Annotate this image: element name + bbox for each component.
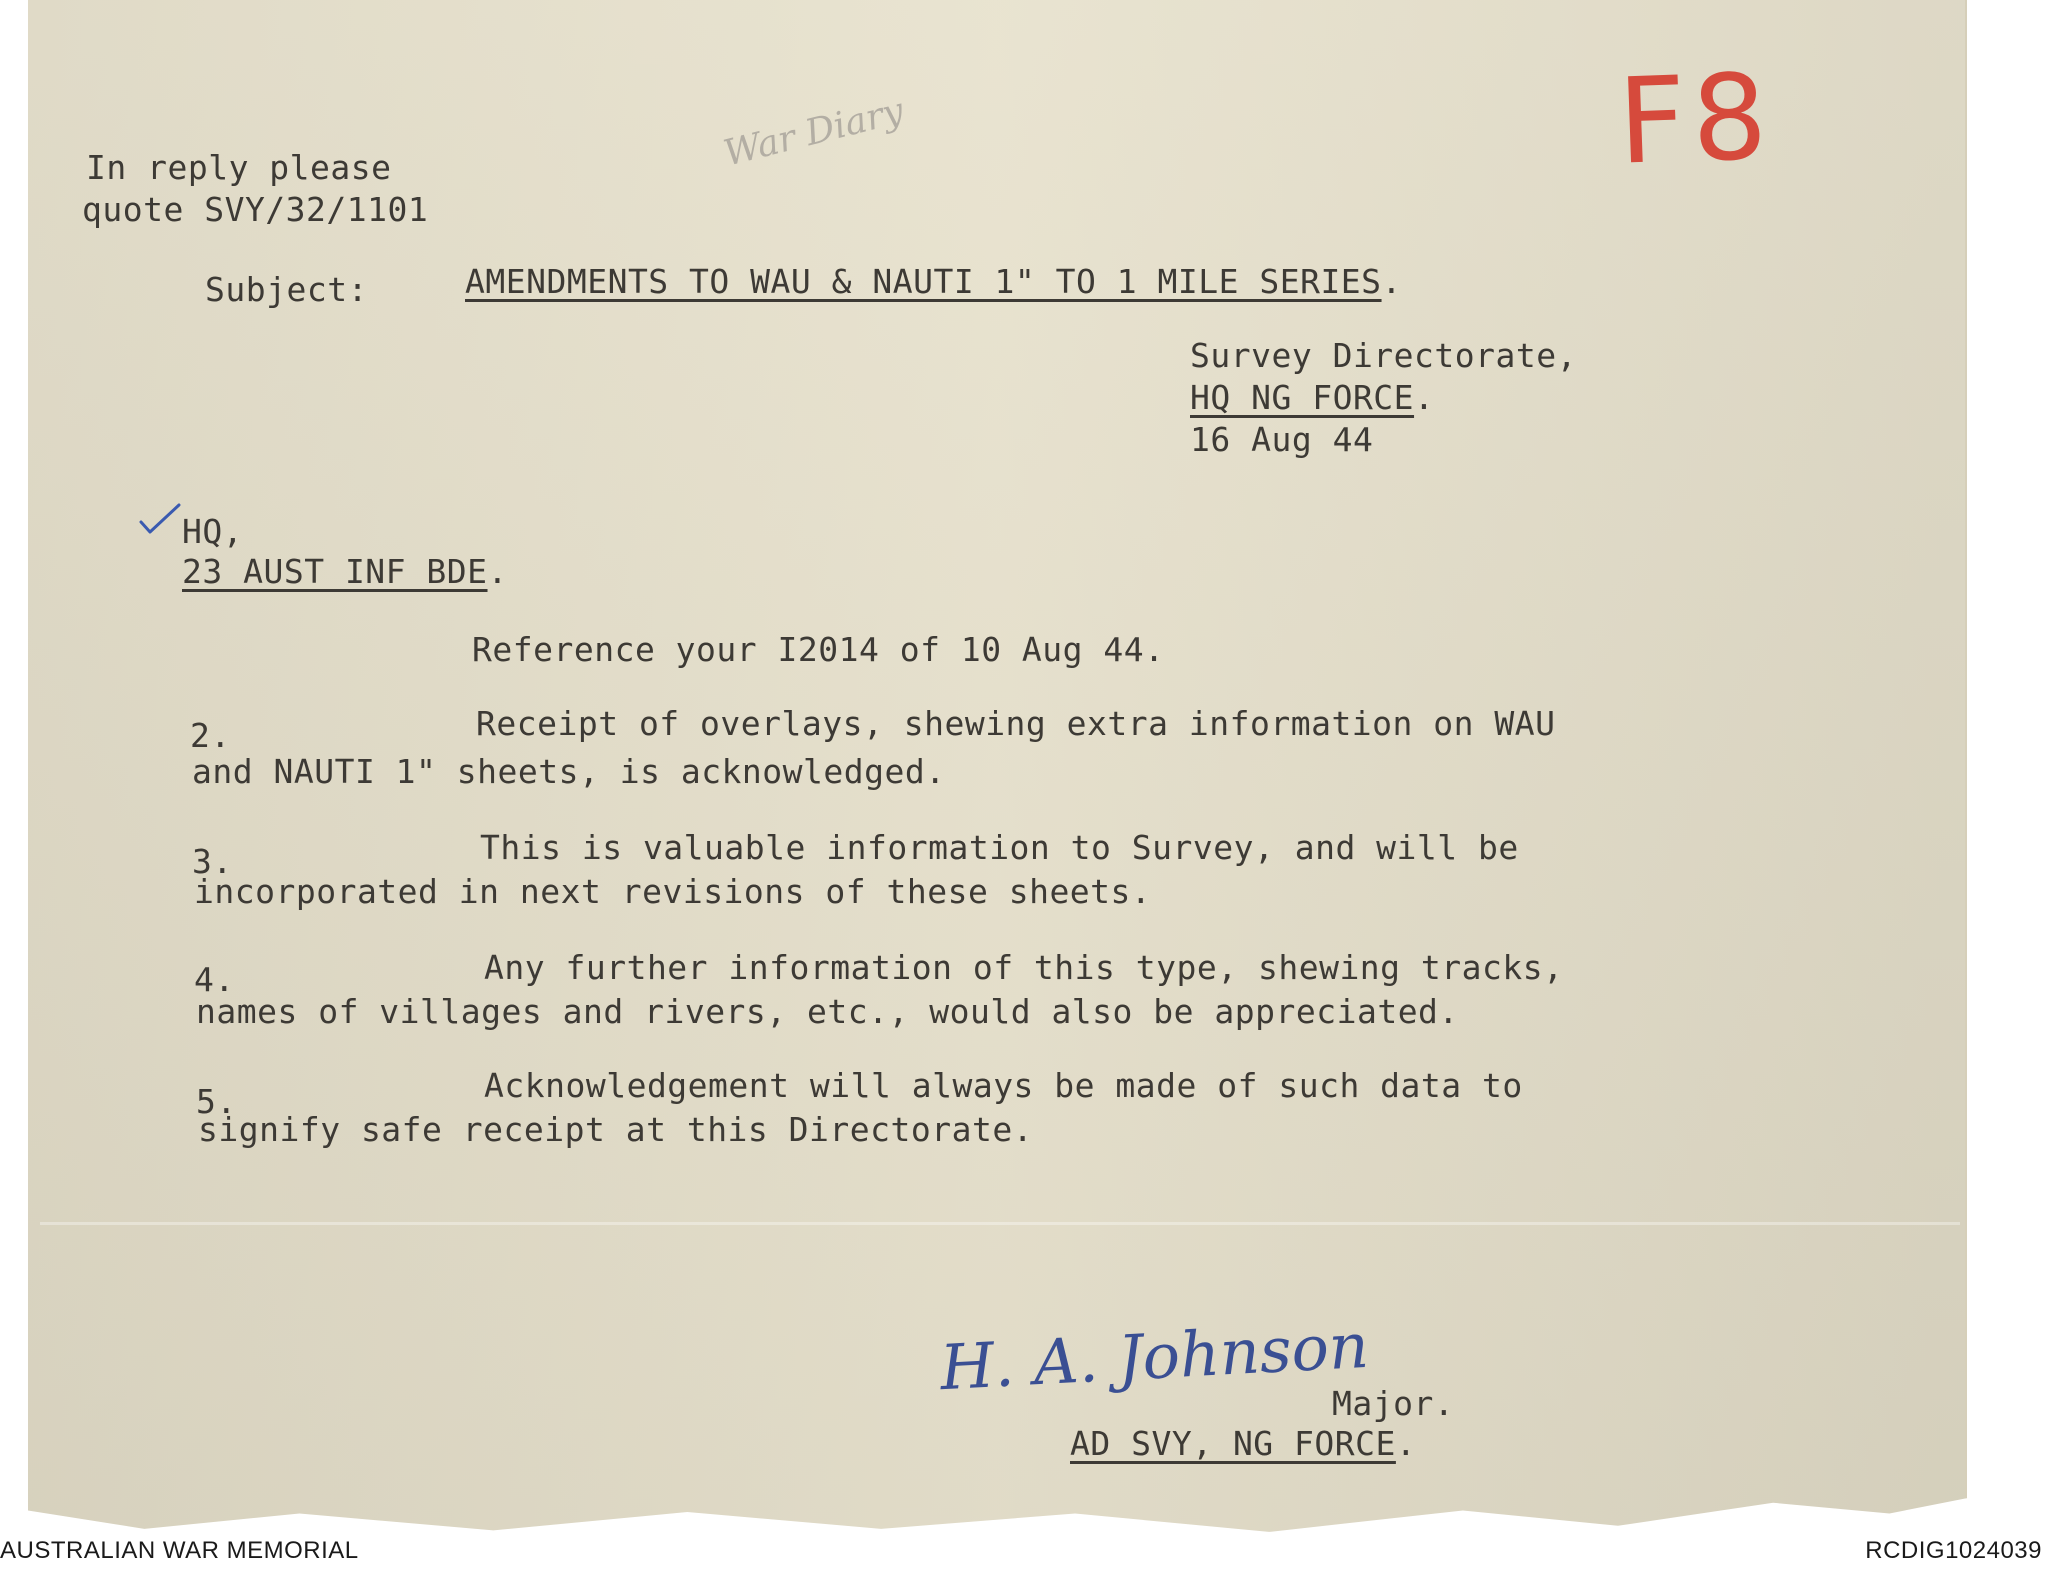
reply-reference-line1: In reply please [86, 148, 392, 187]
paragraph-5-line1: Acknowledgement will always be made of such data to [484, 1066, 1523, 1105]
paragraph-3-line2: incorporated in next revisions of these sheets. [194, 872, 1152, 911]
signatory-rank: Major. [1332, 1384, 1455, 1423]
paragraph-4-number: 4. [194, 960, 235, 999]
paragraph-3-line1: This is valuable information to Survey, and will be [480, 828, 1519, 867]
subject-text: AMENDMENTS TO WAU & NAUTI 1" TO 1 MILE SERIES [465, 262, 1382, 301]
addressee-line2 [182, 552, 508, 591]
subject-line [465, 262, 1402, 301]
addressee-unit: 23 AUST INF BDE [182, 552, 488, 591]
letter-date: 16 Aug 44 [1190, 420, 1374, 459]
paragraph-2-line2: and NAUTI 1" sheets, is acknowledged. [192, 752, 946, 791]
sender-line2 [1190, 378, 1434, 417]
check-tick-icon [138, 502, 182, 536]
paragraph-4-line2: names of villages and rivers, etc., would also be appreciated. [196, 992, 1459, 1031]
paragraph-3-number: 3. [192, 842, 233, 881]
sender-unit: HQ NG FORCE [1190, 378, 1415, 417]
reply-reference-line2: quote SVY/32/1101 [82, 190, 429, 229]
signatory-position [1070, 1424, 1416, 1463]
addressee-unit-end: . [487, 552, 508, 591]
red-folio-mark: F8 [1615, 47, 1776, 191]
signatory-unit: AD SVY, NG FORCE [1070, 1424, 1396, 1463]
paragraph-2-line1: Receipt of overlays, shewing extra information on WAU [476, 704, 1556, 743]
subject-label: Subject: [205, 270, 368, 309]
paragraph-4-line1: Any further information of this type, shewing tracks, [484, 948, 1564, 987]
paragraph-2-number: 2. [190, 716, 231, 755]
paragraph-1: Reference your I2014 of 10 Aug 44. [472, 630, 1165, 669]
subject-end: . [1381, 262, 1402, 301]
pencil-annotation: War Diary [719, 90, 908, 175]
footer-institution: AUSTRALIAN WAR MEMORIAL [0, 1537, 359, 1564]
sender-line1: Survey Directorate, [1190, 336, 1577, 375]
addressee-line1: HQ, [182, 512, 244, 551]
paragraph-5-line2: signify safe receipt at this Directorate. [198, 1110, 1034, 1149]
sender-unit-end: . [1414, 378, 1435, 417]
paragraph-5-number: 5. [196, 1082, 237, 1121]
paper-fold-line [40, 1222, 1960, 1225]
footer-record-id: RCDIG1024039 [1865, 1537, 2042, 1564]
handwritten-signature: H. A. Johnson [938, 1308, 1371, 1405]
signatory-unit-end: . [1395, 1424, 1417, 1463]
